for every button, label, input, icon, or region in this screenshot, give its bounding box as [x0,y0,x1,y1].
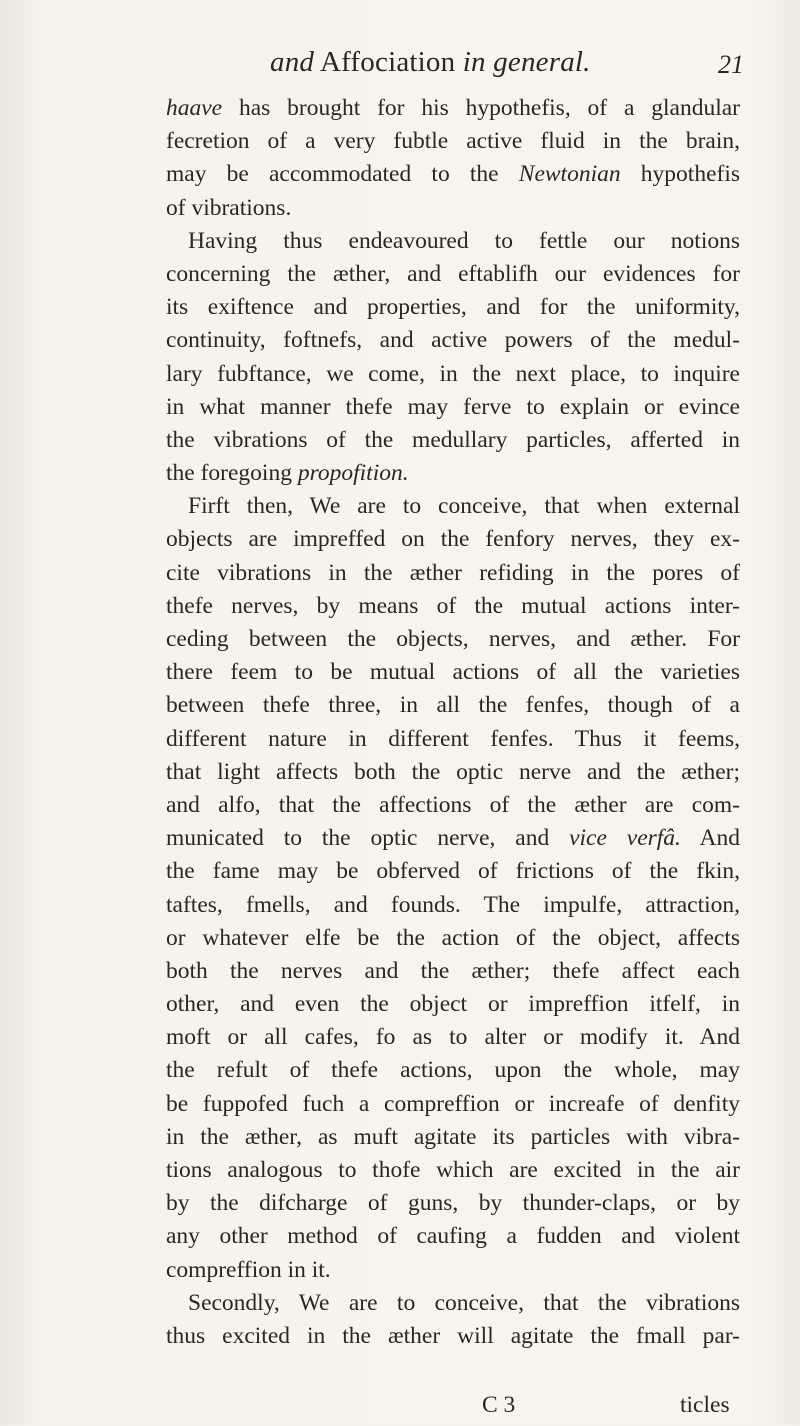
text-run: in what manner thefe may ferve to explain or evince [166,393,740,420]
text-run: lary fubftance, we come, in the next place, to inquire [166,360,740,387]
page-number: 21 [718,50,744,79]
text-run: fecretion of a very fubtle active fluid in the brain, [166,128,740,155]
text-line [166,557,740,590]
italic-text: haave [166,95,223,121]
text-run: may be accommodated to the [166,161,519,188]
text-line [166,258,740,291]
text-line [166,656,740,689]
text-run: And [680,825,740,852]
text-run: the fame may be obferved of frictions of the fkin, [166,858,740,885]
text-run: moft or all cafes, fo as to alter or modify it. And [166,1024,740,1051]
text-run: thus excited in the æther will agitate the fmall par- [166,1322,740,1349]
text-run: between thefe three, in all the fenfes, though of a [166,692,740,719]
text-run: or whatever elfe be the action of the object, affects [166,924,740,951]
text-run: and alfo, that the affections of the æther are com- [166,791,740,818]
text-run: hypothefis [620,161,740,188]
text-run: be fuppofed fuch a compreffion or increafe of denfity [166,1090,740,1117]
text-run: the vibrations of the medullary particles, afferted in [166,426,740,453]
text-run: objects are impreffed on the fenfory nerves, they ex- [166,526,740,553]
running-title [270,46,591,79]
text-line [166,623,740,656]
text-run: its exiftence and properties, and for the uniformity, [166,294,740,321]
text-line [166,855,740,888]
text-line [166,1121,740,1154]
running-title-part3: in general. [462,46,591,78]
text-line [166,125,740,158]
text-run: different nature in different fenfes. Thus it feems, [166,725,740,752]
text-line [166,1088,740,1121]
text-line [166,158,740,191]
text-line [166,291,740,324]
text-run: Firft then, We are to conceive, that when external [188,493,740,520]
text-line [166,756,740,789]
text-run: continuity, foftnefs, and active powers of the medul- [166,327,740,354]
text-run: cite vibrations in the æther refiding in the pores of [166,559,740,586]
text-line [166,391,740,424]
page-footer [0,1392,800,1426]
text-run: the foregoing [166,460,298,487]
text-run: municated to the optic nerve, and [166,825,570,852]
text-run: of vibrations. [166,194,292,221]
text-line [166,1220,740,1253]
text-line [166,523,740,556]
italic-text: vice verfâ. [569,825,681,852]
text-run: there feem to be mutual actions of all the varieties [166,659,740,686]
text-run: compreffion in it. [166,1256,331,1283]
italic-text: Newtonian [518,161,621,188]
text-run: Having thus endeavoured to fettle our notions [188,227,740,254]
text-run: taftes, fmells, and founds. The impulfe, attraction, [166,891,740,918]
text-line [166,225,740,258]
text-run: thefe nerves, by means of the mutual actions inter- [166,592,740,619]
text-line [166,1254,740,1287]
text-run: in the æther, as muft agitate its particles with vibra- [166,1123,740,1150]
text-line [166,457,740,490]
text-run: tions analogous to thofe which are excited in the air [166,1157,740,1183]
text-line [166,789,740,822]
text-line [166,590,740,623]
body-text [166,92,740,1353]
text-line [166,822,740,855]
text-line [166,490,740,523]
text-line [166,1054,740,1087]
text-run: has brought for his hypothefis, of a glandular [222,95,740,121]
italic-text: propofition. [297,460,409,487]
text-line [166,358,740,391]
text-line [166,689,740,722]
text-run: both the nerves and the æther; thefe affect each [166,957,740,984]
running-head [0,46,800,86]
running-title-part2: Affociation [314,46,463,78]
text-run: concerning the æther, and eftablifh our evidences for [166,260,740,287]
text-line [166,1187,740,1220]
text-run: other, and even the object or impreffion itfelf, in [166,991,740,1018]
text-line [166,424,740,457]
signature-mark: C 3 [482,1392,516,1418]
catchword: ticles [680,1392,730,1418]
text-line [166,324,740,357]
text-line [166,922,740,955]
text-run: Secondly, We are to conceive, that the vibrations [188,1289,740,1316]
text-line [166,92,740,125]
text-line [166,1154,740,1187]
text-line [166,1320,740,1353]
text-run: any other method of caufing a fudden and violent [166,1223,740,1250]
text-run: that light affects both the optic nerve and the æther; [166,758,740,785]
text-line [166,988,740,1021]
text-line [166,955,740,988]
running-title-part1: and [270,46,315,78]
text-run: the refult of thefe actions, upon the whole, may [166,1057,740,1084]
text-run: by the difcharge of guns, by thunder-claps, or by [166,1190,740,1217]
text-line [166,889,740,922]
text-line [166,1287,740,1320]
text-line [166,1021,740,1054]
text-run: ceding between the objects, nerves, and æther. For [166,626,740,652]
text-line [166,192,740,225]
text-line [166,723,740,756]
